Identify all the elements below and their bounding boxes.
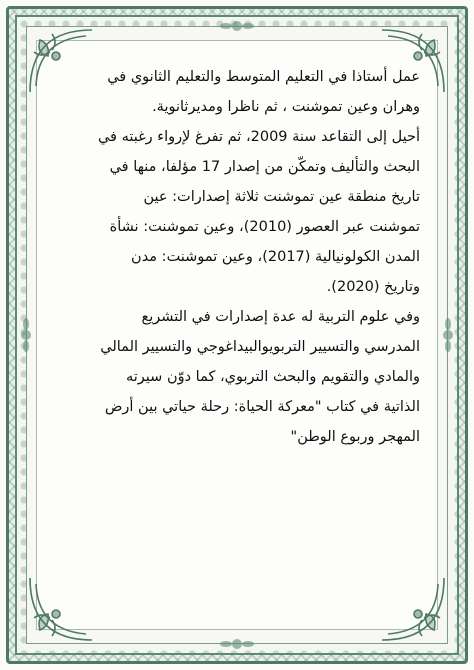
- text-line: والمادي والتقويم والبحث التربوي، كما دوّن سيرته: [126, 369, 420, 385]
- text-line: عمل أستاذا في التعليم المتوسط والتعليم الثانوي في: [107, 69, 420, 85]
- text-line: أحيل إلى التقاعد سنة 2009، ثم تفرغ لإرواء رغبته في: [97, 129, 420, 145]
- floral-ornament-icon: [217, 636, 257, 652]
- floral-ornament-icon: [217, 18, 257, 34]
- text-line: تاريخ منطقة عين تموشنت ثلاثة إصدارات: عين: [143, 189, 420, 205]
- text-line: الذاتية في كتاب "معركة الحياة: رحلة حياتي بين أرض: [104, 399, 420, 415]
- floral-corner-icon: [378, 574, 448, 644]
- floral-corner-icon: [26, 574, 96, 644]
- floral-ornament-icon: [440, 315, 456, 355]
- text-line: تموشنت عبر العصور (2010)، وعين تموشنت: نشأة: [109, 219, 420, 235]
- text-line: وتاريخ (2020).: [326, 279, 420, 295]
- text-line: البحث والتأليف وتمكّن من إصدار 17 مؤلفا، منها في: [109, 159, 420, 175]
- text-line: المدرسي والتسيير التربويوالبيداغوجي والتسيير المالي: [100, 339, 420, 355]
- text-line: وهران وعين تموشنت ، ثم ناظرا ومديرثانوية.: [152, 99, 420, 115]
- biography-text: [48, 62, 420, 452]
- text-line: وفي علوم التربية له عدة إصدارات في التشريع: [141, 309, 420, 325]
- text-line: المدن الكولونيالية (2017)، وعين تموشنت: مدن: [131, 249, 420, 265]
- floral-ornament-icon: [18, 315, 34, 355]
- text-line: المهجر وربوع الوطن": [290, 429, 420, 445]
